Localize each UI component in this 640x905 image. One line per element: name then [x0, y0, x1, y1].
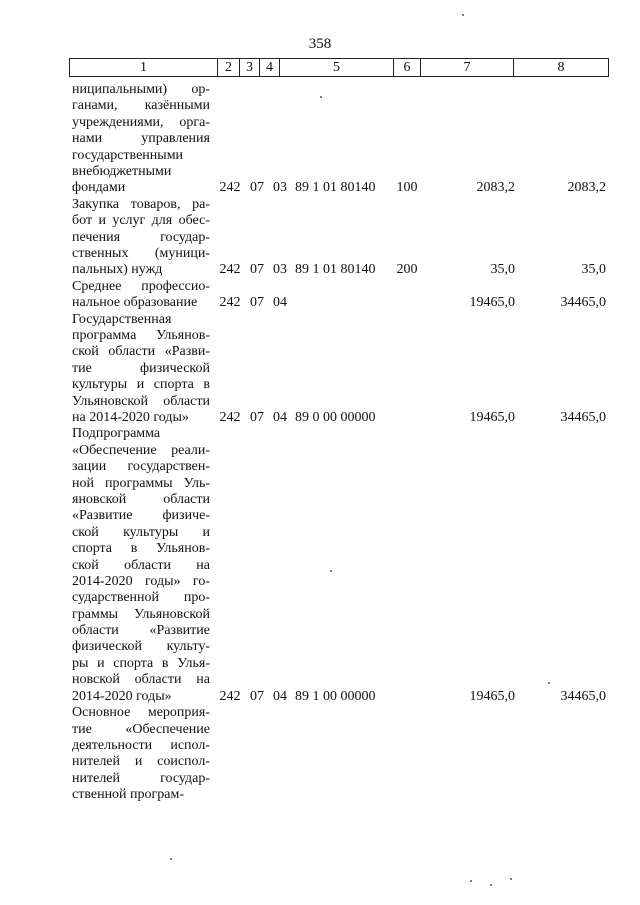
- header-col-4: 4: [259, 59, 279, 76]
- row-name-line: нальное образование: [72, 295, 198, 311]
- table-row: [0, 426, 640, 705]
- row-name-line: граммы Ульяновской: [72, 606, 210, 622]
- row-name-line: пальных) нужд: [72, 262, 163, 278]
- row-name-line: Среднее профессио-: [72, 278, 210, 294]
- header-col-6: 6: [393, 59, 420, 76]
- row-col-5: 89 1 00 00000: [295, 688, 376, 704]
- row-col-2: 242: [219, 409, 241, 425]
- row-name-line: печения государ-: [72, 229, 210, 245]
- row-name-line: Подпрограмма: [72, 426, 161, 442]
- row-col-2: 242: [219, 180, 241, 196]
- row-col-2: 242: [219, 688, 241, 704]
- row-col-3: 07: [250, 409, 264, 425]
- row-name-line: тие «Обеспечение: [72, 721, 210, 737]
- row-name-line: нами управления: [72, 131, 210, 147]
- table-row: [0, 82, 640, 197]
- row-name-line: программа Ульянов-: [72, 327, 210, 343]
- row-col-6: 200: [396, 262, 418, 278]
- header-col-5: 5: [279, 59, 393, 76]
- row-name-line: государственными: [72, 147, 184, 163]
- table-row: [0, 312, 640, 427]
- row-name-line: ры и спорта в Улья-: [72, 655, 210, 671]
- row-col-7: 19465,0: [469, 688, 515, 704]
- row-col-3: 07: [250, 688, 264, 704]
- row-name-line: Государственная: [72, 311, 172, 327]
- header-col-1: 1: [140, 60, 147, 75]
- row-col-7: 2083,2: [476, 180, 515, 196]
- row-name-line: 2014-2020 годы» го-: [72, 573, 210, 589]
- row-col-5: 89 1 01 80140: [295, 180, 376, 196]
- row-name-line: ственной програм-: [72, 787, 185, 803]
- row-name-line: яновской области: [72, 491, 210, 507]
- row-col-2: 242: [219, 295, 241, 311]
- table-row: [0, 705, 640, 803]
- row-name-line: нителей и соиспол-: [72, 754, 210, 770]
- row-name-line: Основное мероприя-: [72, 705, 210, 721]
- row-col-4: 03: [273, 262, 287, 278]
- scan-speck: [548, 682, 550, 684]
- scan-speck: [470, 880, 472, 882]
- row-name-line: 2014-2020 годы»: [72, 688, 172, 704]
- row-name-line: нителей государ-: [72, 770, 210, 786]
- row-col-8: 34465,0: [560, 409, 606, 425]
- scan-speck: [462, 14, 464, 16]
- row-col-5: 89 1 01 80140: [295, 262, 376, 278]
- row-col-6: 100: [396, 180, 418, 196]
- row-name: [72, 426, 210, 705]
- row-col-8: 34465,0: [560, 295, 606, 311]
- row-name-line: спорта в Ульянов-: [72, 541, 210, 557]
- header-col-3: 3: [239, 59, 259, 76]
- row-col-8: 35,0: [581, 262, 606, 278]
- row-col-4: 04: [273, 409, 287, 425]
- table-row: [0, 279, 640, 312]
- row-name-line: внебюджетными: [72, 163, 172, 179]
- row-name-line: тие физической: [72, 360, 210, 376]
- row-name: [72, 82, 210, 197]
- scan-speck: [510, 878, 512, 880]
- row-col-3: 07: [250, 295, 264, 311]
- scan-speck: [490, 884, 492, 886]
- row-name-line: деятельности испол-: [72, 737, 210, 753]
- row-name-line: «Обеспечение реали-: [72, 442, 210, 458]
- row-name-line: ниципальными) ор-: [72, 82, 210, 97]
- row-name-line: новской области на: [72, 672, 210, 688]
- page-number: 358: [308, 36, 332, 52]
- scan-speck: [320, 96, 322, 98]
- row-name-line: ской культуры и: [72, 524, 210, 540]
- row-name-line: области «Развитие: [72, 623, 210, 639]
- scan-speck: [170, 858, 172, 860]
- row-name-line: фондами: [72, 180, 126, 196]
- header-col-7: 7: [420, 59, 513, 76]
- row-name-line: Ульяновской области: [72, 393, 210, 409]
- scan-speck: [330, 570, 332, 572]
- row-name-line: культуры и спорта в: [72, 377, 210, 393]
- row-name-line: ганами, казёнными: [72, 98, 210, 114]
- row-col-4: 04: [273, 688, 287, 704]
- row-col-3: 07: [250, 262, 264, 278]
- row-name-line: ской области на: [72, 557, 210, 573]
- row-name-line: бот и услуг для обес-: [72, 213, 210, 229]
- row-name: [72, 312, 210, 427]
- row-name-line: зации государствен-: [72, 459, 210, 475]
- row-name-line: на 2014-2020 годы»: [72, 409, 189, 425]
- row-col-4: 03: [273, 180, 287, 196]
- row-name: [72, 279, 210, 312]
- row-col-8: 2083,2: [567, 180, 606, 196]
- row-name-line: ственных (муници-: [72, 245, 210, 261]
- row-col-3: 07: [250, 180, 264, 196]
- row-col-5: 89 0 00 00000: [295, 409, 376, 425]
- table-row: [0, 197, 640, 279]
- row-name-line: Закупка товаров, ра-: [72, 196, 210, 212]
- row-col-7: 19465,0: [469, 295, 515, 311]
- row-name: [72, 197, 210, 279]
- row-name-line: «Развитие физиче-: [72, 508, 210, 524]
- row-col-7: 19465,0: [469, 409, 515, 425]
- header-col-2: 2: [217, 59, 239, 76]
- header-col-8: 8: [513, 59, 608, 76]
- table-header-row: [69, 58, 609, 77]
- row-name-line: учреждениями, орга-: [72, 114, 210, 130]
- row-col-2: 242: [219, 262, 241, 278]
- row-name-line: ной программы Уль-: [72, 475, 210, 491]
- row-col-4: 04: [273, 295, 287, 311]
- row-name-line: ской области «Разви-: [72, 344, 210, 360]
- row-col-8: 34465,0: [560, 688, 606, 704]
- row-name: [72, 705, 210, 803]
- row-col-7: 35,0: [490, 262, 515, 278]
- row-name-line: сударственной про-: [72, 590, 210, 606]
- row-name-line: физической культу-: [72, 639, 210, 655]
